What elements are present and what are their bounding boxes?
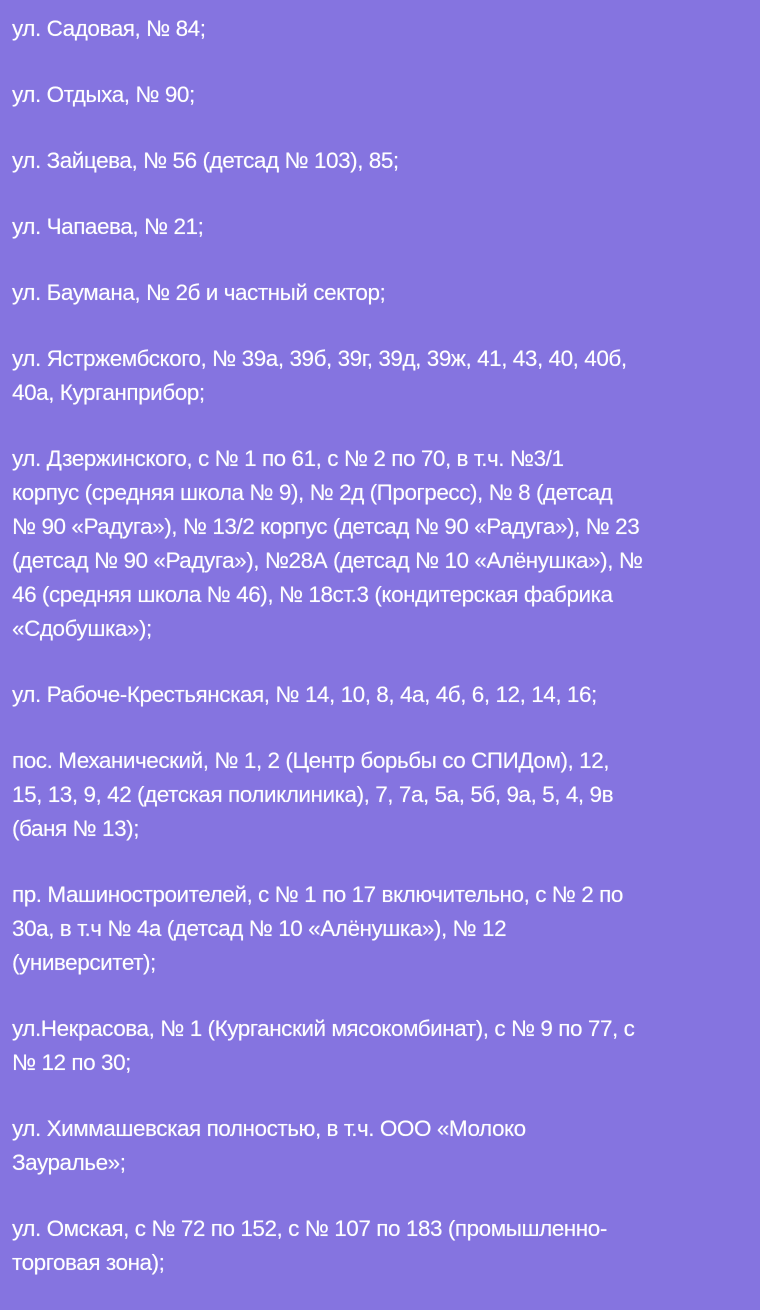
address-entry: ул.Некрасова, № 1 (Курганский мясокомбинат), с № 9 по 77, с № 12 по 30;: [12, 1016, 635, 1075]
address-entry: ул. Химмашевская полностью, в т.ч. ООО «Молоко Зауралье»;: [12, 1116, 526, 1175]
address-entry: ул. Чапаева, № 21;: [12, 214, 204, 239]
address-entry: ул. Отдыха, № 90;: [12, 82, 195, 107]
address-entry: ул. Рабоче-Крестьянская, № 14, 10, 8, 4а, 4б, 6, 12, 14, 16;: [12, 682, 597, 707]
address-entry: пос. Механический, № 1, 2 (Центр борьбы со СПИДом), 12, 15, 13, 9, 42 (детская поликлиника), 7, 7а, 5а, 5б, 9а, 5, 4, 9в (баня № 13);: [12, 748, 614, 841]
address-entry: ул. Омская, с № 72 по 152, с № 107 по 183 (промышленно- торговая зона);: [12, 1216, 607, 1275]
address-entry: ул. Садовая, № 84;: [12, 16, 206, 41]
address-entry: ул. Ястржембского, № 39а, 39б, 39г, 39д, 39ж, 41, 43, 40, 40б, 40а, Курганприбор;: [12, 346, 627, 405]
address-entry: пр. Машиностроителей, с № 1 по 17 включительно, с № 2 по 30а, в т.ч № 4а (детсад № 10 «Алёнушка»), № 12 (университет);: [12, 882, 623, 975]
address-entry: ул. Дзержинского, с № 1 по 61, с № 2 по 70, в т.ч. №3/1 корпус (средняя школа № 9), № 2д (Прогресс), № 8 (детсад № 90 «Радуга»), № 13/2 корпус (детсад № 90 «Радуга»), № 23 (детсад № 90 «Радуга»), №28А (детсад № 10 «Алёнушка»), № 46 (средняя школа № 46), № 18ст.3 (кондитерская фабрика «Сдобушка»);: [12, 446, 643, 641]
address-entry: ул. Зайцева, № 56 (детсад № 103), 85;: [12, 148, 399, 173]
address-entry: ул. Баумана, № 2б и частный сектор;: [12, 280, 386, 305]
